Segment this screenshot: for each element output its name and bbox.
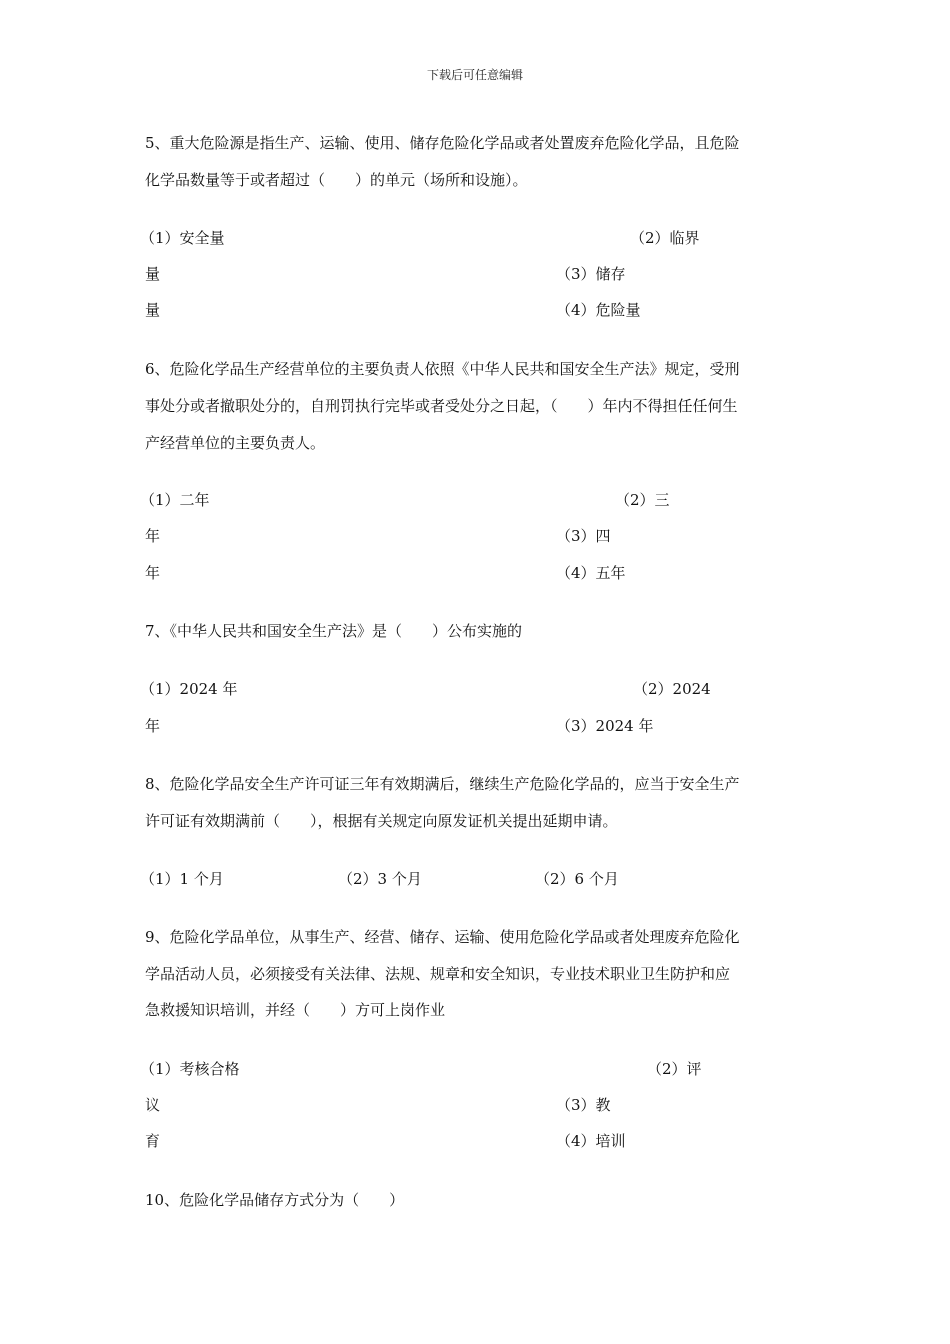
question-9-line-2: 学品活动人员，必须接受有关法律、法规、规章和安全知识，专业技术职业卫生防护和应	[145, 965, 731, 983]
q5-option-4: （4）危险量	[556, 301, 641, 319]
q9-option-2: （2）评	[647, 1060, 702, 1078]
q5-option-3: （3）储存	[556, 265, 626, 283]
q8-option-1: （1）1 个月	[140, 870, 224, 888]
q5-option-1: （1）安全量	[140, 229, 225, 247]
q6-option-1: （1）二年	[140, 491, 210, 509]
question-10-line-1: 10、危险化学品储存方式分为（ ）	[145, 1191, 405, 1209]
q7-option-2-wrap: 年	[145, 717, 161, 735]
question-8-line-2: 许可证有效期满前（ ），根据有关规定向原发证机关提出延期申请。	[145, 812, 618, 830]
question-6-line-1: 6、危险化学品生产经营单位的主要负责人依照《中华人民共和国安全生产法》规定，受刑	[145, 360, 740, 378]
question-5-line-2: 化学品数量等于或者超过（ ）的单元（场所和设施）。	[145, 171, 528, 189]
q9-option-3-wrap: 育	[145, 1132, 161, 1150]
question-9-line-1: 9、危险化学品单位，从事生产、经营、储存、运输、使用危险化学品或者处理废弃危险化	[145, 928, 740, 946]
q5-option-2-wrap: 量	[145, 265, 161, 283]
q7-option-2: （2）2024	[633, 680, 711, 698]
q9-option-3: （3）教	[556, 1096, 611, 1114]
q5-option-3-wrap: 量	[145, 301, 161, 319]
q6-option-3: （3）四	[556, 527, 611, 545]
question-5-line-1: 5、重大危险源是指生产、运输、使用、储存危险化学品或者处置废弃危险化学品，且危险	[145, 134, 740, 152]
q5-option-2: （2）临界	[630, 229, 700, 247]
q7-option-3: （3）2024 年	[556, 717, 654, 735]
question-9-line-3: 急救援知识培训，并经（ ）方可上岗作业	[145, 1001, 446, 1019]
q8-option-2: （2）3 个月	[338, 870, 422, 888]
question-6-line-3: 产经营单位的主要负责人。	[145, 434, 326, 452]
q6-option-2-wrap: 年	[145, 527, 161, 545]
q9-option-2-wrap: 议	[145, 1096, 161, 1114]
question-7-line-1: 7、《中华人民共和国安全生产法》是（ ）公布实施的	[145, 622, 523, 640]
q9-option-1: （1）考核合格	[140, 1060, 240, 1078]
q6-option-4: （4）五年	[556, 564, 626, 582]
q6-option-3-wrap: 年	[145, 564, 161, 582]
question-8-line-1: 8、危险化学品安全生产许可证三年有效期满后，继续生产危险化学品的，应当于安全生产	[145, 775, 740, 793]
q8-option-3: （2）6 个月	[535, 870, 619, 888]
question-6-line-2: 事处分或者撤职处分的，自刑罚执行完毕或者受处分之日起，（ ）年内不得担任任何生	[145, 397, 738, 415]
q7-option-1: （1）2024 年	[140, 680, 238, 698]
page-header: 下载后可任意编辑	[426, 68, 523, 82]
q9-option-4: （4）培训	[556, 1132, 626, 1150]
q6-option-2: （2）三	[615, 491, 670, 509]
